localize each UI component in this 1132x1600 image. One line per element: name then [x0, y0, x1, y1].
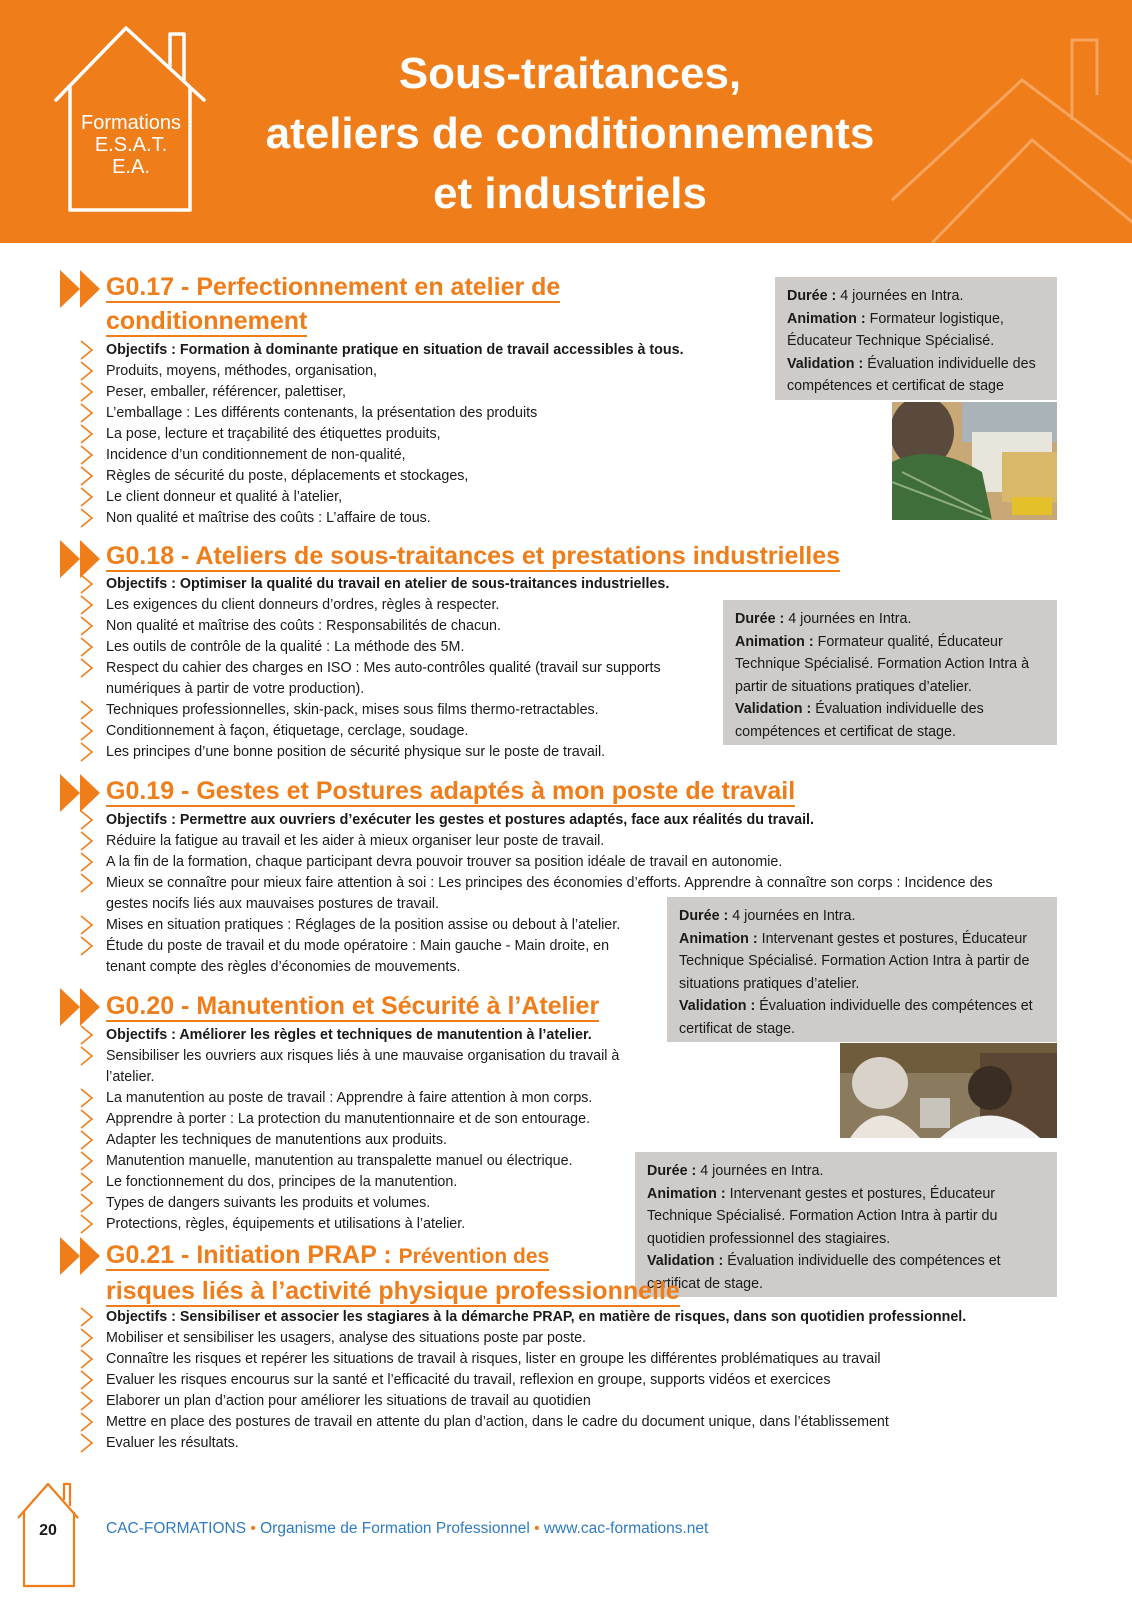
double-arrow-icon — [60, 1237, 104, 1275]
section-title-g018 — [106, 539, 840, 573]
section-title-sub: Prévention des — [398, 1245, 550, 1268]
section-title-line: G0.19 - Gestes et Postures adaptés à mon poste de travail — [106, 777, 796, 805]
list-item: Réduire la fatigue au travail et les aider à mieux organiser leur poste de travail. — [106, 833, 605, 849]
list-item: gestes nocifs liés aux mauvaises postures de travail. — [106, 896, 439, 912]
validation-value: Évaluation individuelle des compétences et certificat de stage. — [735, 701, 984, 740]
info-box-g019 — [667, 897, 1057, 1042]
duration-value: 4 journées en Intra. — [836, 288, 964, 304]
section-title-g020 — [106, 989, 599, 1023]
section-title-line: G0.17 - Perfectionnement en atelier de — [106, 273, 561, 301]
list-item: Protections, règles, équipements et utilisations à l’atelier. — [106, 1216, 466, 1232]
footer-text — [106, 1520, 708, 1538]
list-item: Les outils de contrôle de la qualité : La méthode des 5M. — [106, 639, 465, 655]
animation-value: Formateur qualité, Éducateur Technique Spécialisé. Formation Action Intra à partir de situations pratiques d’atelier. — [735, 633, 1030, 695]
section-list-g021 — [106, 1307, 1086, 1454]
duration-value: 4 journées en Intra. — [784, 611, 912, 627]
objectives-text: Objectifs : Optimiser la qualité du travail en atelier de sous-traitances industrielles. — [106, 576, 670, 592]
title-line: Sous-traitances, — [398, 49, 742, 98]
section-title-line: G0.21 - Initiation PRAP : — [106, 1241, 399, 1269]
duration-value: 4 journées en Intra. — [728, 908, 856, 924]
list-item: Incidence d’un conditionnement de non-qualité, — [106, 447, 406, 463]
section-title-g021 — [106, 1238, 680, 1308]
title-line: et industriels — [433, 169, 707, 218]
list-item: L’emballage : Les différents contenants, la présentation des produits — [106, 405, 538, 421]
list-item: Evaluer les risques encourus sur la santé et l’efficacité du travail, reflexion en groupe, supports vidéos et exercices — [106, 1372, 831, 1388]
objectives-text: Objectifs : Permettre aux ouvriers d’exécuter les gestes et postures adaptés, face aux réalités du travail. — [106, 812, 814, 828]
section-title-line: conditionnement — [106, 307, 308, 335]
logo-text — [72, 112, 190, 178]
list-item: Peser, emballer, référencer, palettiser, — [106, 384, 346, 400]
list-item: Techniques professionnelles, skin-pack, mises sous films thermo-retractables. — [106, 702, 599, 718]
duration-label: Durée : — [647, 1163, 697, 1179]
section-list-g017 — [106, 340, 766, 529]
double-arrow-icon — [60, 270, 104, 308]
double-arrow-icon — [60, 540, 104, 578]
section-title-line: G0.20 - Manutention et Sécurité à l’Atelier — [106, 992, 600, 1020]
page-number: 20 — [39, 1522, 57, 1539]
duration-label: Durée : — [679, 908, 729, 924]
validation-value: Évaluation individuelle des compétences et certificat de stage. — [679, 998, 1033, 1037]
section-list-g020 — [106, 1025, 646, 1235]
validation-label: Validation : — [735, 701, 812, 717]
validation-label: Validation : — [787, 355, 864, 372]
section-title-line: risques liés à l’activité physique professionnelle — [106, 1277, 680, 1305]
animation-value: Intervenant gestes et postures, Éducateur Technique Spécialisé. Formation Action Intra à partir du quotidien professionnel des stagiaires. — [647, 1185, 998, 1247]
list-item: Les principes d’une bonne position de sécurité physique sur le poste de travail. — [106, 744, 606, 760]
list-item: Types de dangers suivants les produits et volumes. — [106, 1195, 431, 1211]
list-item: Elaborer un plan d’action pour améliorer les situations de travail au quotidien — [106, 1393, 591, 1409]
list-item: Conditionnement à façon, étiquetage, cerclage, soudage. — [106, 723, 469, 739]
animation-label: Animation : — [787, 310, 866, 327]
workshop-photo-2 — [840, 1043, 1057, 1138]
list-item: Règles de sécurité du poste, déplacements et stockages, — [106, 468, 469, 484]
list-item: Produits, moyens, méthodes, organisation, — [106, 363, 377, 379]
list-item: Apprendre à porter : La protection du manutentionnaire et de son entourage. — [106, 1111, 591, 1127]
list-item: Sensibiliser les ouvriers aux risques liés à une mauvaise organisation du travail à l’atelier. — [106, 1048, 620, 1085]
info-box-g020 — [635, 1152, 1057, 1297]
duration-value: 4 journées en Intra. — [696, 1163, 824, 1179]
footer-brand: CAC-FORMATIONS — [106, 1520, 247, 1537]
section-title-g019 — [106, 774, 795, 808]
page-title — [225, 44, 915, 224]
animation-label: Animation : — [735, 633, 814, 650]
footer-bullet: • — [529, 1520, 544, 1537]
objectives-text: Objectifs : Améliorer les règles et techniques de manutention à l’atelier. — [106, 1027, 592, 1043]
list-item: Non qualité et maîtrise des coûts : Responsabilités de chacun. — [106, 618, 501, 634]
chevron-bullets-icon — [80, 810, 96, 980]
validation-value: Évaluation individuelle des compétences et certificat de stage — [787, 355, 1036, 394]
logo-line: Formations — [80, 112, 182, 134]
list-item: Evaluer les résultats. — [106, 1435, 239, 1451]
info-box-g018 — [723, 600, 1057, 745]
list-item: La manutention au poste de travail : Apprendre à faire attention à mon corps. — [106, 1090, 593, 1106]
list-item: Respect du cahier des charges en ISO : Mes auto-contrôles qualité (travail sur supports numériques à partir de votre production). — [106, 660, 661, 697]
chevron-bullets-icon — [80, 1307, 96, 1457]
validation-label: Validation : — [647, 1253, 724, 1269]
validation-value: Évaluation individuelle des compétences et certificat de stage. — [647, 1253, 1001, 1292]
animation-label: Animation : — [679, 930, 758, 947]
double-arrow-icon — [60, 988, 104, 1026]
chevron-bullets-icon — [80, 1025, 96, 1235]
duration-label: Durée : — [735, 611, 785, 627]
objectives-text: Objectifs : Sensibiliser et associer les stagiares à la démarche PRAP, en matière de risques, dans son quotidien professionnel. — [106, 1309, 967, 1325]
list-item: Manutention manuelle, manutention au transpalette manuel ou électrique. — [106, 1153, 573, 1169]
section-list-g018 — [106, 574, 706, 763]
animation-label: Animation : — [647, 1185, 726, 1202]
animation-value: Formateur logistique, Éducateur Technique Spécialisé. — [787, 310, 1004, 349]
list-item: Les exigences du client donneurs d’ordres, règles à respecter. — [106, 597, 500, 613]
objectives-text: Objectifs : Formation à dominante pratique en situation de travail accessibles à tous. — [106, 342, 684, 358]
footer-org: Organisme de Formation Professionnel — [260, 1520, 530, 1537]
list-item: Mieux se connaître pour mieux faire attention à soi : Les principes des économies d’efforts. Apprendre à connaître son corps : Incidence des — [106, 875, 993, 891]
footer-website-link[interactable]: www.cac-formations.net — [543, 1520, 709, 1537]
workshop-photo-1 — [892, 402, 1057, 520]
list-item: Non qualité et maîtrise des coûts : L’affaire de tous. — [106, 510, 431, 526]
validation-label: Validation : — [679, 998, 756, 1014]
list-item: Étude du poste de travail et du mode opératoire : Main gauche - Main droite, en tenant compte des règles d’économies de mouvements. — [106, 938, 610, 975]
section-title-line: G0.18 - Ateliers de sous-traitances et prestations industrielles — [106, 542, 841, 570]
footer-bullet: • — [246, 1520, 261, 1537]
page-header — [0, 0, 1132, 243]
info-box-g017 — [775, 277, 1057, 400]
list-item: La pose, lecture et traçabilité des étiquettes produits, — [106, 426, 441, 442]
list-item: Mettre en place des postures de travail en attente du plan d’action, dans le cadre du document unique, dans l’établissement — [106, 1414, 889, 1430]
chevron-bullets-icon — [80, 340, 96, 530]
double-arrow-icon — [60, 774, 104, 812]
list-item: Adapter les techniques de manutentions aux produits. — [106, 1132, 447, 1148]
animation-value: Intervenant gestes et postures, Éducateur Technique Spécialisé. Formation Action Intra à partir de situations pratiques d’atelier. — [679, 930, 1030, 992]
logo-line: E.A. — [112, 156, 150, 178]
list-item: Mobiliser et sensibiliser les usagers, analyse des situations poste par poste. — [106, 1330, 586, 1346]
title-line: ateliers de conditionnements — [265, 109, 875, 158]
chevron-bullets-icon — [80, 574, 96, 764]
list-item: Mises en situation pratiques : Réglages de la position assise ou debout à l’atelier. — [106, 917, 621, 933]
list-item: Le fonctionnement du dos, principes de la manutention. — [106, 1174, 458, 1190]
list-item: Connaître les risques et repérer les situations de travail à risques, lister en groupe les différentes problématiques au travail — [106, 1351, 881, 1367]
duration-label: Durée : — [787, 288, 837, 304]
section-title-g017 — [106, 270, 560, 338]
list-item: A la fin de la formation, chaque participant devra pouvoir trouver sa position idéale de travail en autonomie. — [106, 854, 783, 870]
logo-line: E.S.A.T. — [94, 134, 168, 156]
list-item: Le client donneur et qualité à l’atelier, — [106, 489, 343, 505]
